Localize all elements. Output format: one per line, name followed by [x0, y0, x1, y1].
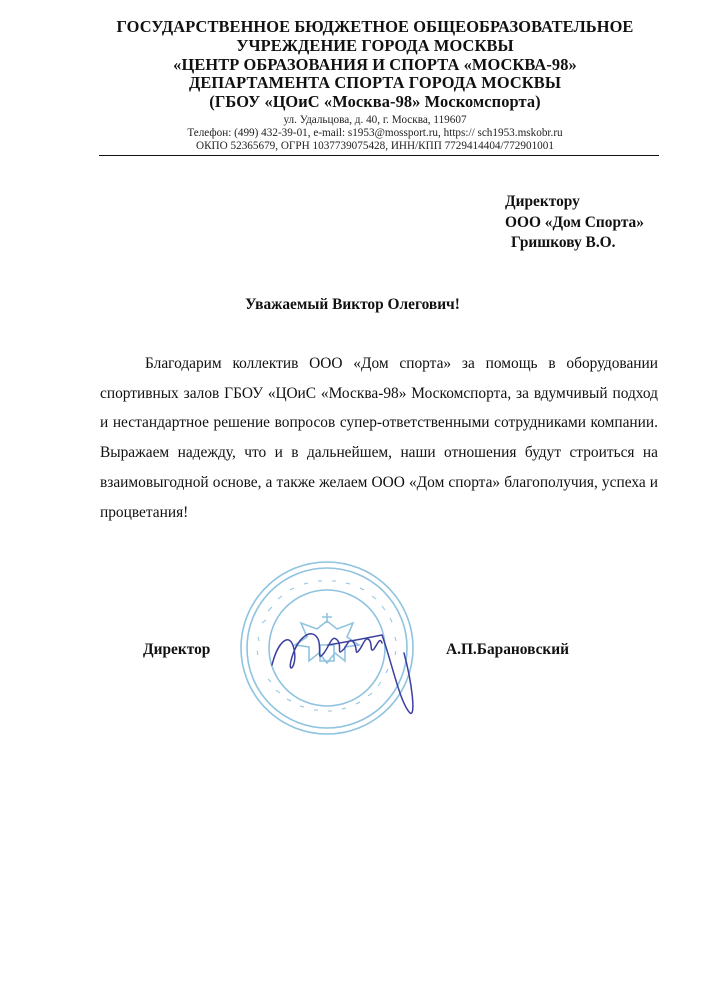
addressee-position: Директору [505, 193, 580, 210]
org-name-line-3: «ЦЕНТР ОБРАЗОВАНИЯ И СПОРТА «МОСКВА-98» [173, 54, 577, 74]
addressee-name: Гришкову В.О. [511, 234, 616, 251]
addressee-block [505, 192, 644, 254]
org-name-line-4: ДЕПАРТАМЕНТА СПОРТА ГОРОДА МОСКВЫ [188, 73, 562, 93]
signatory-name: А.П.Барановский [446, 641, 570, 658]
org-short-name: (ГБОУ «ЦОиС «Москва-98» Москомспорта) [209, 92, 541, 112]
header-divider [99, 155, 659, 156]
org-contacts: Телефон: (499) 432-39-01, e-mail: s1953@mossport.ru, https:// sch1953.mskobr.ru [187, 127, 563, 140]
org-name-line-2: УЧРЕЖДЕНИЕ ГОРОДА МОСКВЫ [236, 35, 514, 55]
salutation [0, 296, 707, 314]
official-stamp [232, 553, 422, 743]
letterhead [80, 18, 670, 154]
letter-body: Благодарим коллектив ООО «Дом спорта» за помощь в оборудовании спортивных залов ГБОУ «ЦОиС «Москва-98» Москомспорта, за вдумчивый подход и нестандартное решение вопросов супер-ответственными сотрудниками компании. Выражаем надежду, что и в дальнейшем, наши отношения будут строиться на взаимовыгодной основе, а также желаем ООО «Дом спорта» благополучия, успеха и процветания! [100, 355, 658, 521]
stamp-emblem [295, 613, 359, 663]
org-registration: ОКПО 52365679, ОГРН 1037739075428, ИНН/КПП 7729414404/772901001 [196, 140, 554, 153]
org-address: ул. Удальцова, д. 40, г. Москва, 119607 [283, 113, 467, 126]
addressee-company: ООО «Дом Спорта» [505, 213, 644, 231]
handwritten-signature [272, 634, 413, 714]
salutation-text: Уважаемый Виктор Олегович! [245, 296, 460, 313]
org-name-line-1: ГОСУДАРСТВЕННОЕ БЮДЖЕТНОЕ ОБЩЕОБРАЗОВАТЕЛЬНОЕ [116, 17, 634, 36]
signatory-title: Директор [143, 641, 211, 658]
